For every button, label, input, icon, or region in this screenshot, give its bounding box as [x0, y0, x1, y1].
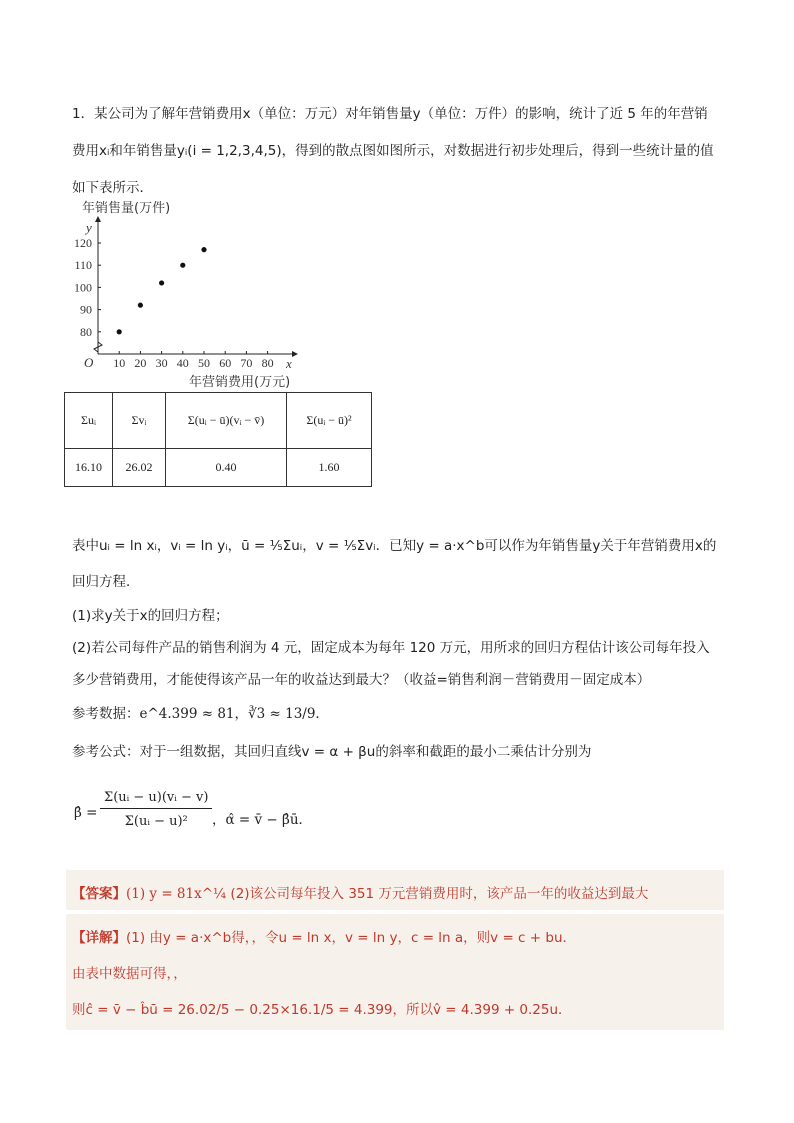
- x-axis-arrow: [292, 351, 298, 357]
- problem-line-3: 如下表所示．: [72, 180, 153, 196]
- y-tick-label: 80: [80, 324, 92, 339]
- y-tick-label: 120: [74, 236, 92, 250]
- scatter-chart: [64, 196, 314, 392]
- x-tick-label: 80: [261, 356, 274, 370]
- problem-line-2: 费用xᵢ和年销售量yᵢ(i = 1,2,3,4,5)，得到的散点图如图所示，对数据进行初步处理后，得到一些统计量的值: [72, 143, 714, 159]
- y-tick-label: 110: [74, 258, 92, 273]
- table-value-sum-v: 26.02: [113, 449, 166, 487]
- scatter-point: [201, 247, 206, 252]
- detail-line-2: 由表中数据可得，，: [72, 966, 187, 982]
- alpha-formula: ，α̂ = v̄ − β̂ū．: [212, 812, 313, 828]
- reference-data: [72, 702, 329, 722]
- beta-denominator: Σ(uᵢ − u)²: [124, 814, 188, 829]
- beta-numerator: Σ(uᵢ − u)(vᵢ − v): [100, 790, 212, 809]
- table-header-sum-uv: Σ(uᵢ − ū)(vᵢ − v̄): [166, 393, 287, 449]
- answer-part-1: (1) y = 81x^¼: [126, 886, 227, 902]
- table-header-sum-u: Σuᵢ: [65, 393, 113, 449]
- x-tick-label: 70: [240, 356, 253, 370]
- question-2-line-1: (2)若公司每件产品的销售利润为 4 元，固定成本为每年 120 万元，用所求的回归方程估计该公司每年投入: [72, 640, 710, 656]
- origin-label: O: [84, 355, 94, 370]
- x-tick-label: 20: [134, 356, 147, 370]
- y-axis-arrow: [95, 216, 101, 222]
- table-value-sum-uv: 0.40: [166, 449, 287, 487]
- detail-row-1: [72, 926, 576, 946]
- answer-part-2: (2)该公司每年投入 351 万元营销费用时，该产品一年的收益达到最大: [230, 886, 649, 902]
- detail-line-1: (1) 由y = a·x^b得，，令u = ln x，v = ln y，c = ln a，则v = c + bu．: [126, 930, 577, 946]
- y-axis-symbol: y: [86, 220, 92, 235]
- table-header-sum-v: Σvᵢ: [113, 393, 166, 449]
- detail-label: 【详解】: [72, 930, 126, 946]
- y-axis-title: 年销售量(万件): [82, 201, 171, 216]
- reference-formula: 参考公式：对于一组数据，其回归直线v = α + βu的斜率和截距的最小二乘估计分别为: [72, 744, 592, 760]
- scatter-point: [180, 263, 185, 268]
- scatter-point: [159, 280, 164, 285]
- question-1: (1)求y关于x的回归方程；: [72, 608, 229, 624]
- x-axis-title: 年营销费用(万元): [189, 375, 291, 390]
- x-tick-label: 60: [219, 356, 232, 370]
- table-value-sum-u: 16.10: [65, 449, 113, 487]
- detail-line-3: 则ĉ = v̄ − b̂ū = 26.02/5 − 0.25×16.1/5 = 4.399，所以v̂ = 4.399 + 0.25u．: [72, 1002, 572, 1018]
- answer-row: [72, 882, 648, 902]
- x-tick-label: 30: [155, 356, 168, 370]
- definition-line: 表中uᵢ = ln xᵢ，vᵢ = ln yᵢ，ū = ⅕Σuᵢ，v = ⅕Σvᵢ．已知y = a·x^b可以作为年销售量y关于年营销费用x的: [72, 538, 717, 554]
- scatter-point: [117, 329, 122, 334]
- definition-line-2: 回归方程．: [72, 574, 140, 590]
- beta-fraction: [100, 790, 212, 829]
- x-tick-label: 50: [198, 356, 210, 370]
- x-tick-label: 10: [113, 356, 126, 370]
- statistics-table: [64, 392, 372, 487]
- scatter-point: [138, 303, 143, 308]
- x-tick-label: 40: [176, 356, 189, 370]
- y-tick-label: 90: [80, 302, 92, 317]
- table-header-sum-u2: Σ(uᵢ − ū)²: [287, 393, 372, 449]
- answer-label: 【答案】: [72, 886, 126, 902]
- reference-data-values: e^4.399 ≈ 81，∛3 ≈ 13/9．: [139, 706, 329, 722]
- beta-lhs: β̂ =: [74, 805, 98, 821]
- y-tick-label: 100: [74, 280, 92, 295]
- problem-line-1: 1．某公司为了解年营销费用x（单位：万元）对年销售量y（单位：万件）的影响，统计了近 5 年的年营销: [72, 106, 708, 122]
- x-axis-symbol: x: [286, 356, 292, 371]
- reference-data-label: 参考数据：: [72, 706, 140, 722]
- table-value-sum-u2: 1.60: [287, 449, 372, 487]
- question-2-line-2: 多少营销费用，才能使得该产品一年的收益达到最大？（收益=销售利润－营销费用－固定成本）: [72, 672, 651, 688]
